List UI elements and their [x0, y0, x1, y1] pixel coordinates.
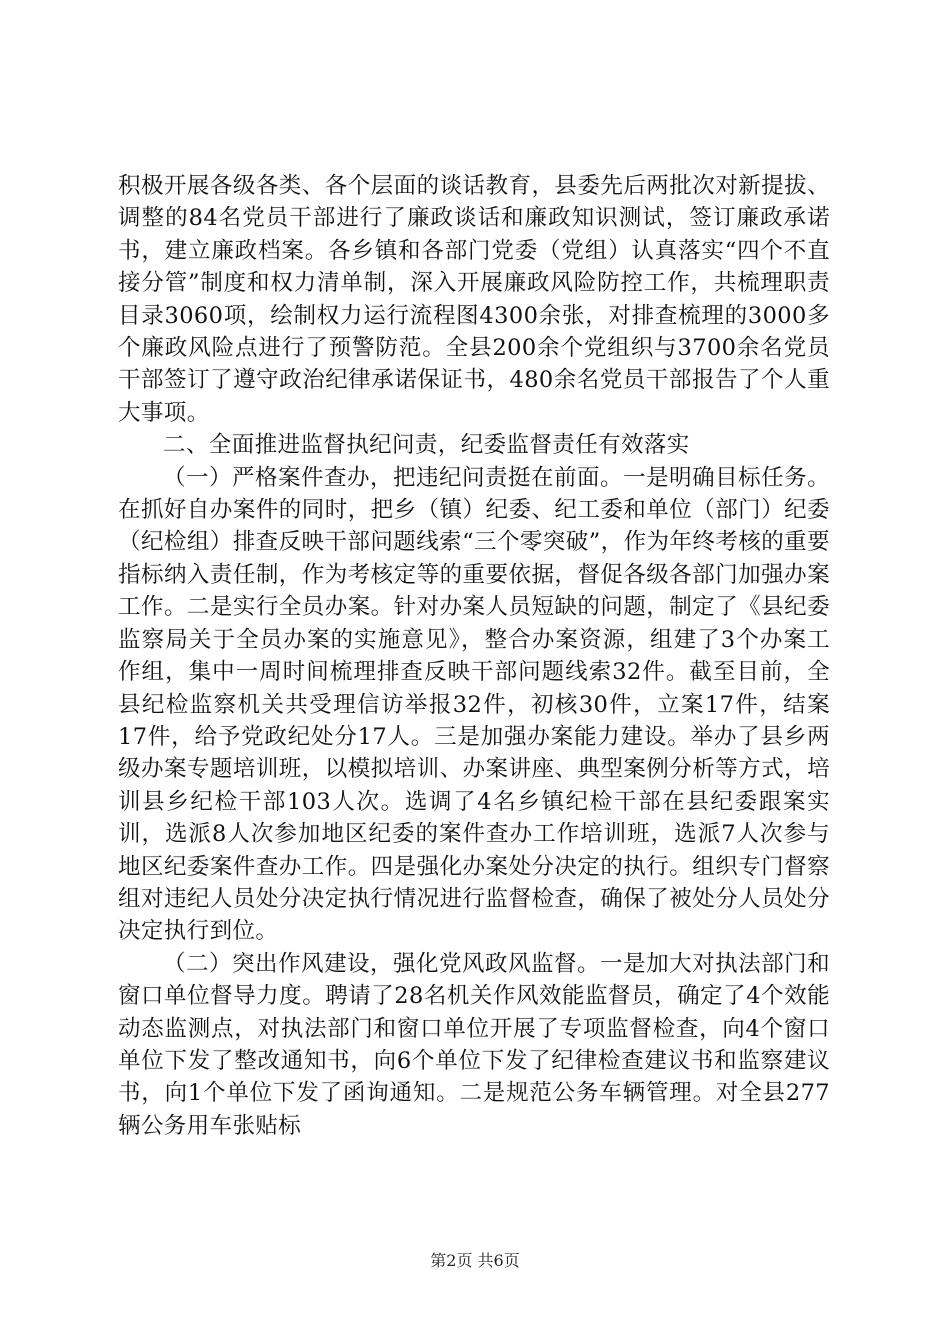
paragraph-continued: 积极开展各级各类、各个层面的谈话教育，县委先后两批次对新提拔、调整的84名党员干部进行了廉政谈话和廉政知识测试，签订廉政承诺书，建立廉政档案。各乡镇和各部门党委（党组）认真落实“四个不直接分管”制度和权力清单制，深入开展廉政风险防控工作，共梳理职责目录3060项，绘制权力运行流程图4300余张，对排查梳理的3000多个廉政风险点进行了预警防范。全县200余个党组织与3700余名党员干部签订了遵守政治纪律承诺保证书，480余名党员干部报告了个人重大事项。 [118, 173, 830, 426]
document-body [118, 170, 830, 1142]
page-number-footer: 第2页 共6页 [430, 1251, 520, 1270]
paragraph-style-building: （二）突出作风建设，强化党风政风监督。一是加大对执法部门和窗口单位督导力度。聘请了28名机关作风效能监督员，确定了4个效能动态监测点，对执法部门和窗口单位开展了专项监督检查，向4个窗口单位下发了整改通知书，向6个单位下发了纪律检查建议书和监察建议书，向1个单位下发了函询通知。二是规范公务车辆管理。对全县277辆公务用车张贴标 [118, 950, 830, 1139]
section-heading: 二、全面推进监督执纪问责，纪委监督责任有效落实 [163, 432, 690, 459]
paragraph-case-handling: （一）严格案件查办，把违纪问责挺在前面。一是明确目标任务。在抓好自办案件的同时，把乡（镇）纪委、纪工委和单位（部门）纪委（纪检组）排查反映干部问题线索“三个零突破”，作为年终考核的重要指标纳入责任制，作为考核定等的重要依据，督促各级各部门加强办案工作。二是实行全员办案。针对办案人员短缺的问题，制定了《县纪委监察局关于全员办案的实施意见》，整合办案资源，组建了3个办案工作组，集中一周时间梳理排查反映干部问题线索32件。截至目前，全县纪检监察机关共受理信访举报32件，初核30件，立案17件，结案17件，给予党政纪处分17人。三是加强办案能力建设。举办了县乡两级办案专题培训班，以模拟培训、办案讲座、典型案例分析等方式，培训县乡纪检干部103人次。选调了4名乡镇纪检干部在县纪委跟案实训，选派8人次参加地区纪委的案件查办工作培训班，选派7人次参与地区纪委案件查办工作。四是强化办案处分决定的执行。组织专门督察组对违纪人员处分决定执行情况进行监督检查，确保了被处分人员处分决定执行到位。 [118, 464, 830, 945]
